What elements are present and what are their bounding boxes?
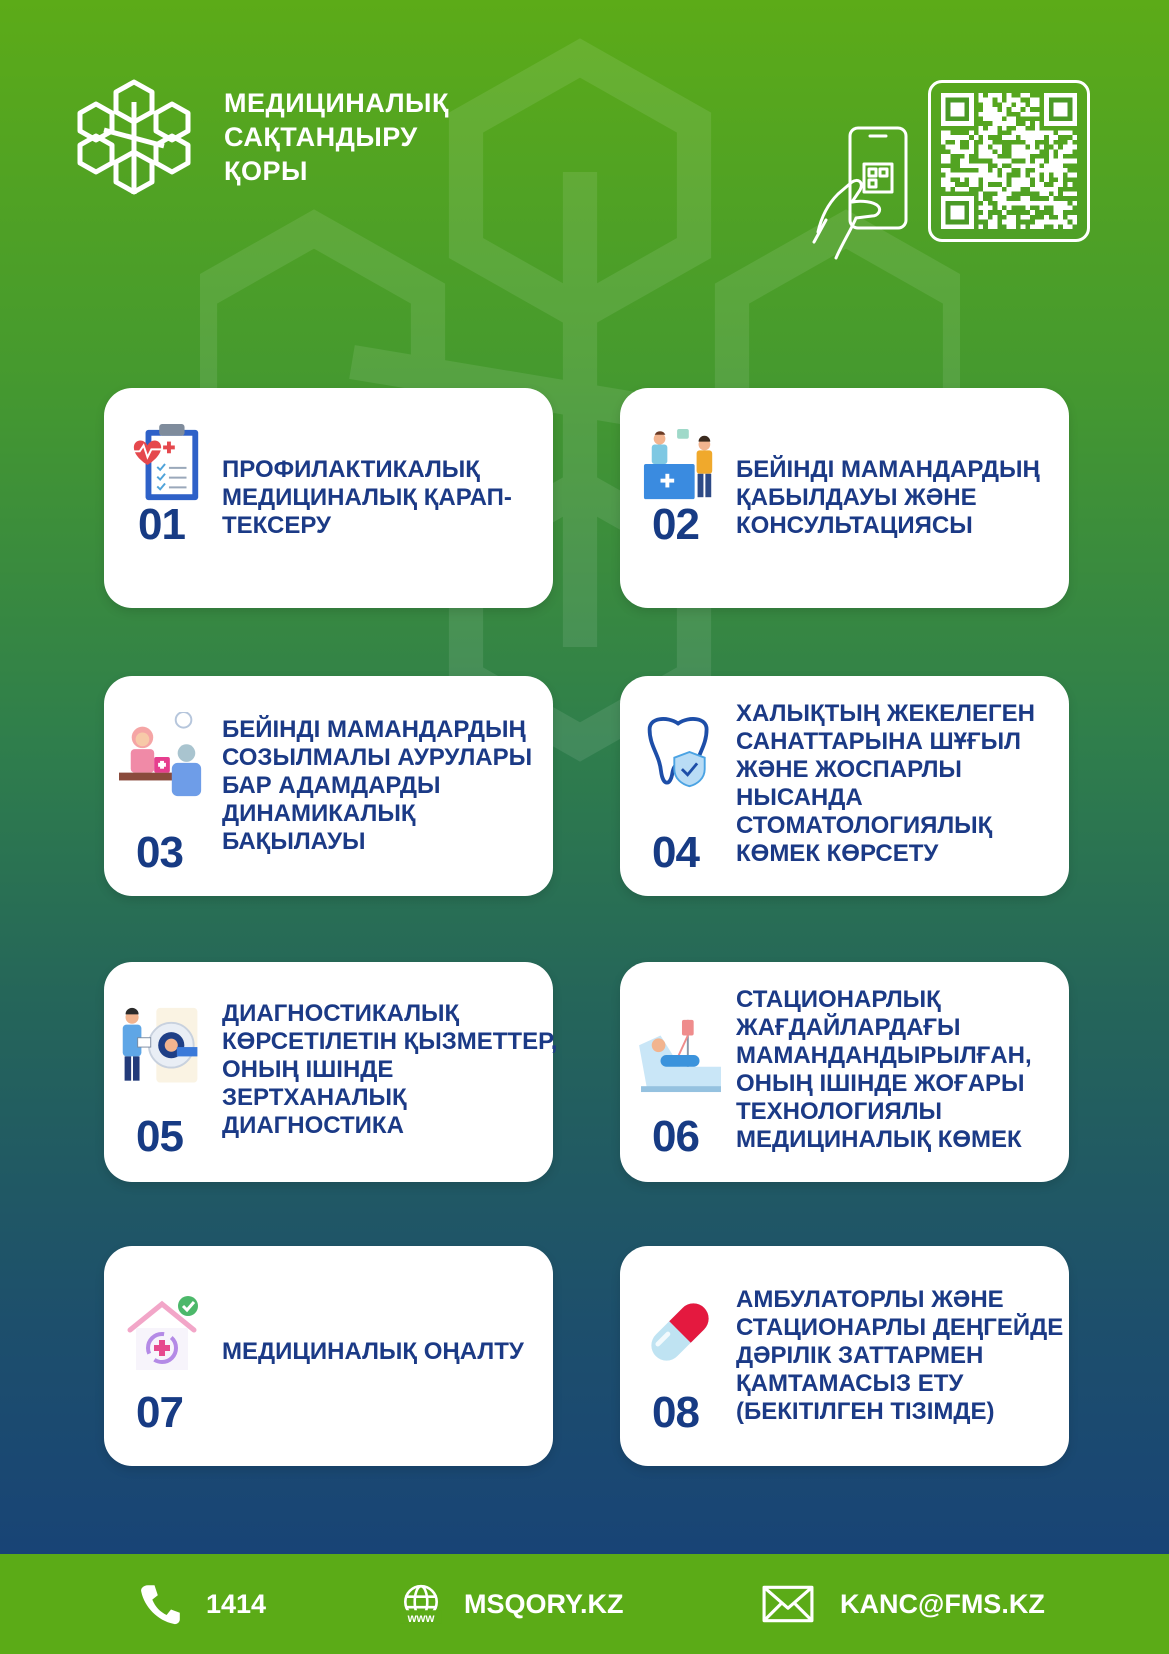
service-title-line: ДӘРІЛІК ЗАТТАРМЕН — [736, 1342, 984, 1369]
service-title-line: АМБУЛАТОРЛЫ ЖӘНЕ — [736, 1286, 1004, 1313]
phone-scan-icon — [812, 124, 912, 262]
pill-capsule-icon — [642, 1294, 718, 1370]
doctor-reception-icon — [642, 426, 720, 506]
service-title-line: СТАЦИОНАРЛЫ ДЕҢГЕЙДЕ — [736, 1314, 1064, 1341]
service-title-line: БЕЙІНДІ МАМАНДАРДЫҢ — [736, 456, 1040, 483]
service-title-line: (БЕКІТІЛГЕН ТІЗІМДЕ) — [736, 1398, 995, 1425]
service-number: 07 — [136, 1388, 183, 1437]
service-title-line: ДИНАМИКАЛЫҚ — [222, 800, 416, 827]
service-title-line: МЕДИЦИНАЛЫҚ ОҢАЛТУ — [222, 1338, 524, 1365]
service-card-08 — [620, 1246, 1069, 1466]
service-title — [222, 716, 532, 856]
globe-www-icon — [398, 1583, 444, 1625]
service-title-line: ДИАГНОСТИКА — [222, 1112, 404, 1139]
service-title-line: БАР АДАМДАРДЫ — [222, 772, 441, 799]
service-card-02 — [620, 388, 1069, 608]
service-title — [736, 986, 1032, 1154]
service-card-03 — [104, 676, 553, 896]
qr-code[interactable] — [928, 80, 1090, 242]
service-title-line: БАҚЫЛАУЫ — [222, 828, 366, 855]
service-title-line: САНАТТАРЫНА ШҰҒЫЛ — [736, 728, 1021, 755]
org-name-line: САҚТАНДЫРУ — [224, 122, 418, 152]
org-name — [224, 86, 449, 188]
org-name-line: ҚОРЫ — [224, 156, 308, 186]
service-number: 06 — [652, 1112, 699, 1161]
service-title-line: ЖАҒДАЙЛАРДАҒЫ — [736, 1014, 961, 1041]
service-title-line: КОНСУЛЬТАЦИЯСЫ — [736, 512, 973, 539]
service-number: 05 — [136, 1112, 183, 1161]
service-card-07 — [104, 1246, 553, 1466]
service-number: 02 — [652, 500, 699, 549]
service-title-line: ТЕКСЕРУ — [222, 512, 331, 539]
service-card-01 — [104, 388, 553, 608]
phone-icon — [138, 1582, 182, 1626]
service-title-line: СОЗЫЛМАЛЫ АУРУЛАРЫ — [222, 744, 533, 771]
service-title-line: ОНЫҢ ІШІНДЕ ЖОҒАРЫ — [736, 1070, 1025, 1097]
contact-footer — [0, 1554, 1169, 1654]
service-title-line: ЖӘНЕ ЖОСПАРЛЫ — [736, 756, 962, 783]
service-title — [736, 456, 1040, 540]
tooth-shield-icon — [642, 712, 718, 792]
service-title-line: ДИАГНОСТИКАЛЫҚ — [222, 1000, 460, 1027]
service-title-line: ҚАБЫЛДАУЫ ЖӘНЕ — [736, 484, 977, 511]
service-title-line: МЕДИЦИНАЛЫҚ КӨМЕК — [736, 1126, 1022, 1153]
footer-website[interactable] — [398, 1554, 624, 1654]
diagnostic-scanner-icon — [116, 1006, 206, 1090]
doctor-patient-icon — [118, 712, 208, 800]
service-title-line: ХАЛЫҚТЫҢ ЖЕКЕЛЕГЕН — [736, 700, 1035, 727]
service-title-line: НЫСАНДА — [736, 784, 863, 811]
phone-number: 1414 — [206, 1588, 267, 1619]
fund-logo-icon — [76, 78, 192, 196]
footer-phone[interactable] — [138, 1554, 266, 1654]
footer-email[interactable] — [762, 1554, 1045, 1654]
service-number: 08 — [652, 1388, 699, 1437]
service-title-line: ПРОФИЛАКТИКАЛЫҚ — [222, 456, 480, 483]
www-badge: www — [407, 1612, 435, 1625]
service-title-line: ОНЫҢ ІШІНДЕ — [222, 1056, 394, 1083]
service-card-05 — [104, 962, 558, 1182]
service-title-line: МАМАНДАНДЫРЫЛҒАН, — [736, 1042, 1032, 1069]
service-card-06 — [620, 962, 1069, 1182]
service-title — [222, 1000, 557, 1140]
service-title — [736, 700, 1035, 868]
service-title-line: КӨМЕК КӨРСЕТУ — [736, 840, 939, 867]
org-name-line: МЕДИЦИНАЛЫҚ — [224, 88, 449, 118]
service-card-04 — [620, 676, 1069, 896]
service-title — [222, 456, 512, 540]
service-title-line: ТЕХНОЛОГИЯЛЫ — [736, 1098, 943, 1125]
service-title — [736, 1286, 1063, 1426]
hospital-bed-icon — [636, 1016, 726, 1094]
service-number: 01 — [138, 500, 185, 549]
qr-code-icon — [941, 93, 1077, 229]
email-link[interactable]: KANC@FMS.KZ — [840, 1588, 1045, 1619]
service-title-line: КӨРСЕТІЛЕТІН ҚЫЗМЕТТЕР, — [222, 1028, 558, 1055]
envelope-icon — [762, 1585, 814, 1623]
service-number: 03 — [136, 828, 183, 877]
service-title-line: БЕЙІНДІ МАМАНДАРДЫҢ — [222, 716, 526, 743]
clipboard-heart-icon — [128, 420, 206, 508]
home-rehab-icon — [122, 1294, 202, 1374]
service-title-line: МЕДИЦИНАЛЫҚ ҚАРАП- — [222, 484, 512, 511]
website-link[interactable]: MSQORY.KZ — [464, 1588, 624, 1619]
service-title-line: СТОМАТОЛОГИЯЛЫҚ — [736, 812, 993, 839]
service-title-line: ҚАМТАМАСЫЗ ЕТУ — [736, 1370, 964, 1397]
service-number: 04 — [652, 828, 699, 877]
service-title — [222, 1338, 524, 1366]
service-title-line: СТАЦИОНАРЛЫҚ — [736, 986, 941, 1013]
service-title-line: ЗЕРТХАНАЛЫҚ — [222, 1084, 407, 1111]
